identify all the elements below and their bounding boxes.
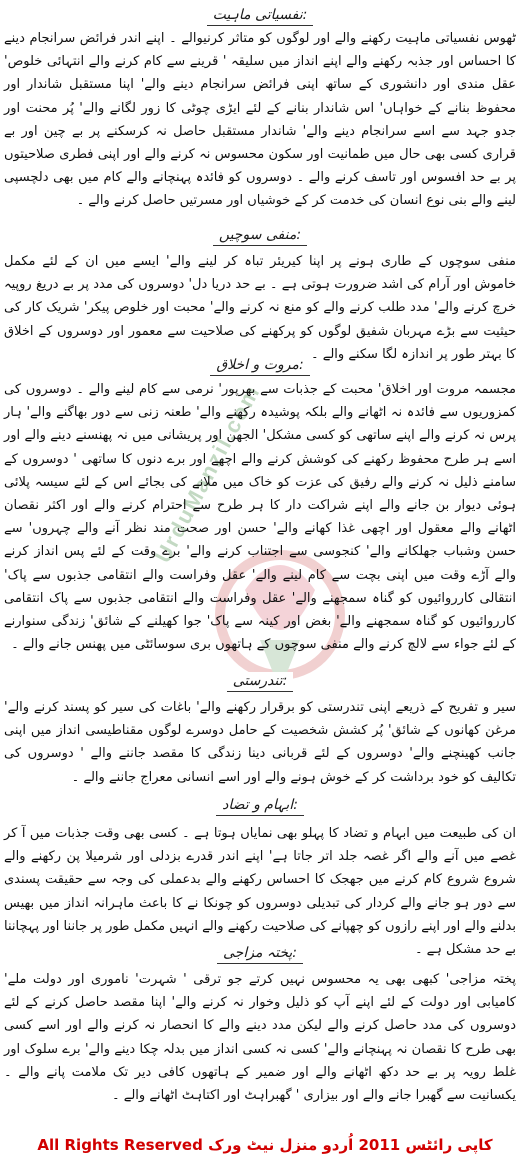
section-text-ibham: ان کی طبیعت میں ابہام و تضاد کا پہلو بھی نمایاں ہوتا ہے ۔ کسی بھی وقت جذبات میں آ کر غصے میں آنے والے اگر غصہ جلد اتر جاتا ہے' اپنے اندر قدرے بزدلی اور شرمیلا پن رکھنے والے شروع شروع کام کرنے میں جھجک کا احساس رکھنے والے بدعملی کی وجہ سے حقیقت پسندی سے دور ہو جانے والے کردار کی تبدیلی دوسروں کو چونکا نے کا باعث ماہرانہ انداز میں بھیس بدلنے والے اور اپنے رازوں کو چھپانے کی صلاحیت رکھنے والے انہیں مکمل طور پر جاننا اور پہچاننا بے حد مشکل ہے ۔: [4, 826, 516, 958]
section-text-pukhta: پختہ مزاجی' کبھی بھی یہ محسوس نہیں کرتے جو ترقی ' شہرت' ناموری اور دولت ملے' کامیابی اور دولت کے لئے اپنے آپ کو ذلیل وخوار نہ کرنے والے' اپنا مقصد حاصل کرنے کے لئے دوسروں کی مدد حاصل کرنے والے لیکن مدد دینے والے کا انحصار نہ کرنے والے اور اسے کسی بھی طرح کا نقصان نہ پہنچانے والے' کسی نہ کسی انداز میں بدلہ چکا دینے والے' برے سلوک اور غلط رویہ پر بے حد دکھ اٹھانے والے اور ضمیر کے ہاتھوں کافی دیر تک ملامت پانے والے ۔ یکسانیت سے گھبرا جانے والے اور بیزاری ' گھبراہٹ اور اکتاہٹ اٹھانے والے ۔: [4, 972, 516, 1104]
section-text-murawwat: مجسمہ مروت اور اخلاق' محبت کے جذبات سے بھرپور' نرمی سے کام لینے والے ۔ دوسروں کی کمزوریوں سے فائدہ نہ اٹھانے والے بلکہ پوشیدہ رکھنے والے' طعنہ زنی سے دور بھاگنے والے' ہار پرس نہ کرنے والے اپنے ساتھی کو کسی مشکل' الجھن اور پریشانی میں نہ پھنسنے دینے والے اور اسے ہر طرح محفوظ رکھنے کی کوشش کرنے والے اچھے اور برے دنوں کا ساتھی ' دوسروں کے سامنے ذلیل نہ کرنے والے رفیق کی عزت کو خاک میں ملانے کی بجائے اس کے لئے سیسہ پلائی ہوئی دیوار بن جانے والے اپنے شراکت دار کا ہر طرح سے احترام کرنے والے اور اکثر نقصان اٹھانے والے معقول اور اچھی غذا کھانے والے' حسن اور صحت مند نظر آنے والے چہروں' سے حسن وشباب جھلکانے والے' کنجوسی سے اجتناب کرنے والے' برے وقت کے لئے پس انداز کرنے والے آڑے وقت میں اپنی بچت سے کام لینے والے' عقل وفراست والے انتقامی جذبوں سے پاک' انتقالی کارروائیوں کو گناہ سمجھنے والے' عقل وفراست والے انتقامی جذبوں سے پاک انتقامی کارروائیوں کو گناہ سمجھنے والے' بغض اور کینہ سے پاک' جوا کھیلنے کے شائق' زندگی سنوارنے کے لئے جواء سے لالچ کرنے والے منفی سوچوں کے ہاتھوں بری سوسائٹی میں پھنس جانے والے ۔: [4, 382, 516, 653]
section-text-manfi: منفی سوچوں کے طاری ہونے پر اپنا کیریئر تباہ کر لینے والے' ایسے میں ان کے لئے مکمل خاموش اور آرام کی اشد ضرورت ہوتی ہے ۔ بے حد دریا دل' دوسروں کی مدد پر بے دریغ روپیہ خرچ کرنے والے' مدد طلب کرنے والے کو منع نہ کرنے والے' محبت اور خلوص پیکر' شریک کار کی حیثیت سے بڑے مہربان شفیق لوگوں کو پرکھنے کی صلاحیت سے معمور اور دوسروں کے اخلاق کا بہتر طور پر اندازہ لگا سکنے والے ۔: [4, 254, 516, 362]
section-heading-ibham: ابہام و تضاد:: [0, 796, 520, 816]
section-text-tandrusti: سیر و تفریح کے ذریعے اپنی تندرستی کو برقرار رکھنے والے' باغات کی سیر کو پسند کرنے والے' مرغن کھانوں کے شائق' پُر کشش شخصیت کے حامل دوسرے لوگوں مقناطیسی انداز میں اپنی جانب کھینچنے والے' دوسروں کے لئے قربانی دینا زندگی کا مقصد جاننے والے ' دوسروں کی تکالیف کو خود برداشت کر کے خوش ہونے والے اور اسے انسانی معراج جاننے والے ۔: [4, 700, 516, 785]
section-heading-tandrusti: تندرستی:: [0, 672, 520, 692]
section-text-nafsiyati: ٹھوس نفسیاتی ماہیت رکھنے والے اور لوگوں کو متاثر کرنیوالے ۔ اپنے اندر فرائض سرانجام دینے کا احساس اور جذبہ رکھنے والے اپنے انداز میں سلیقہ ' قرینے سے کام کرنے والے انتہائی خلوص' عقل مندی اور دانشوری کے ساتھ اپنی فرائض سرانجام دینے والے' اپنا مستقبل شاندار اور محفوظ بنانے کے خواہاں' اس شاندار بنانے کے لئے ایڑی چوٹی کا زور لگانے والے' پُر محنت اور جدو جہد سے اسے سرانجام دینے والے' شاندار مستقبل حاصل نہ کرسکنے پر بے چین اور بے قراری کسی بھی حال میں طمانیت اور سکون محسوس نہ کرنے والے اور اپنی فطری صلاحیتوں پر بے حد افسوس اور تاسف کرنے والے ۔ دوسروں کو فائدہ پہنچانے والے کام میں بھی دلچسپی لینے والے بنی نوع انسان کی خدمت کر کے خوشیاں اور مسرتیں حاصل کرنے والے ۔: [4, 31, 516, 209]
section-heading-pukhta: پختہ مزاجی:: [0, 944, 520, 964]
section-heading-murawwat: مروت و اخلاق:: [0, 356, 520, 376]
section-heading-nafsiyati: نفسیاتی ماہیت:: [0, 6, 520, 26]
copyright-english: All Rights Reserved: [37, 1136, 203, 1154]
section-heading-manfi: منفی سوچیں:: [0, 226, 520, 246]
copyright-urdu: کاپی رائٹس 2011 اُردو منزل نیٹ ورک: [208, 1136, 493, 1154]
watermark-text: UrduManzil.com: [150, 380, 265, 567]
copyright-footer: [0, 1133, 520, 1157]
